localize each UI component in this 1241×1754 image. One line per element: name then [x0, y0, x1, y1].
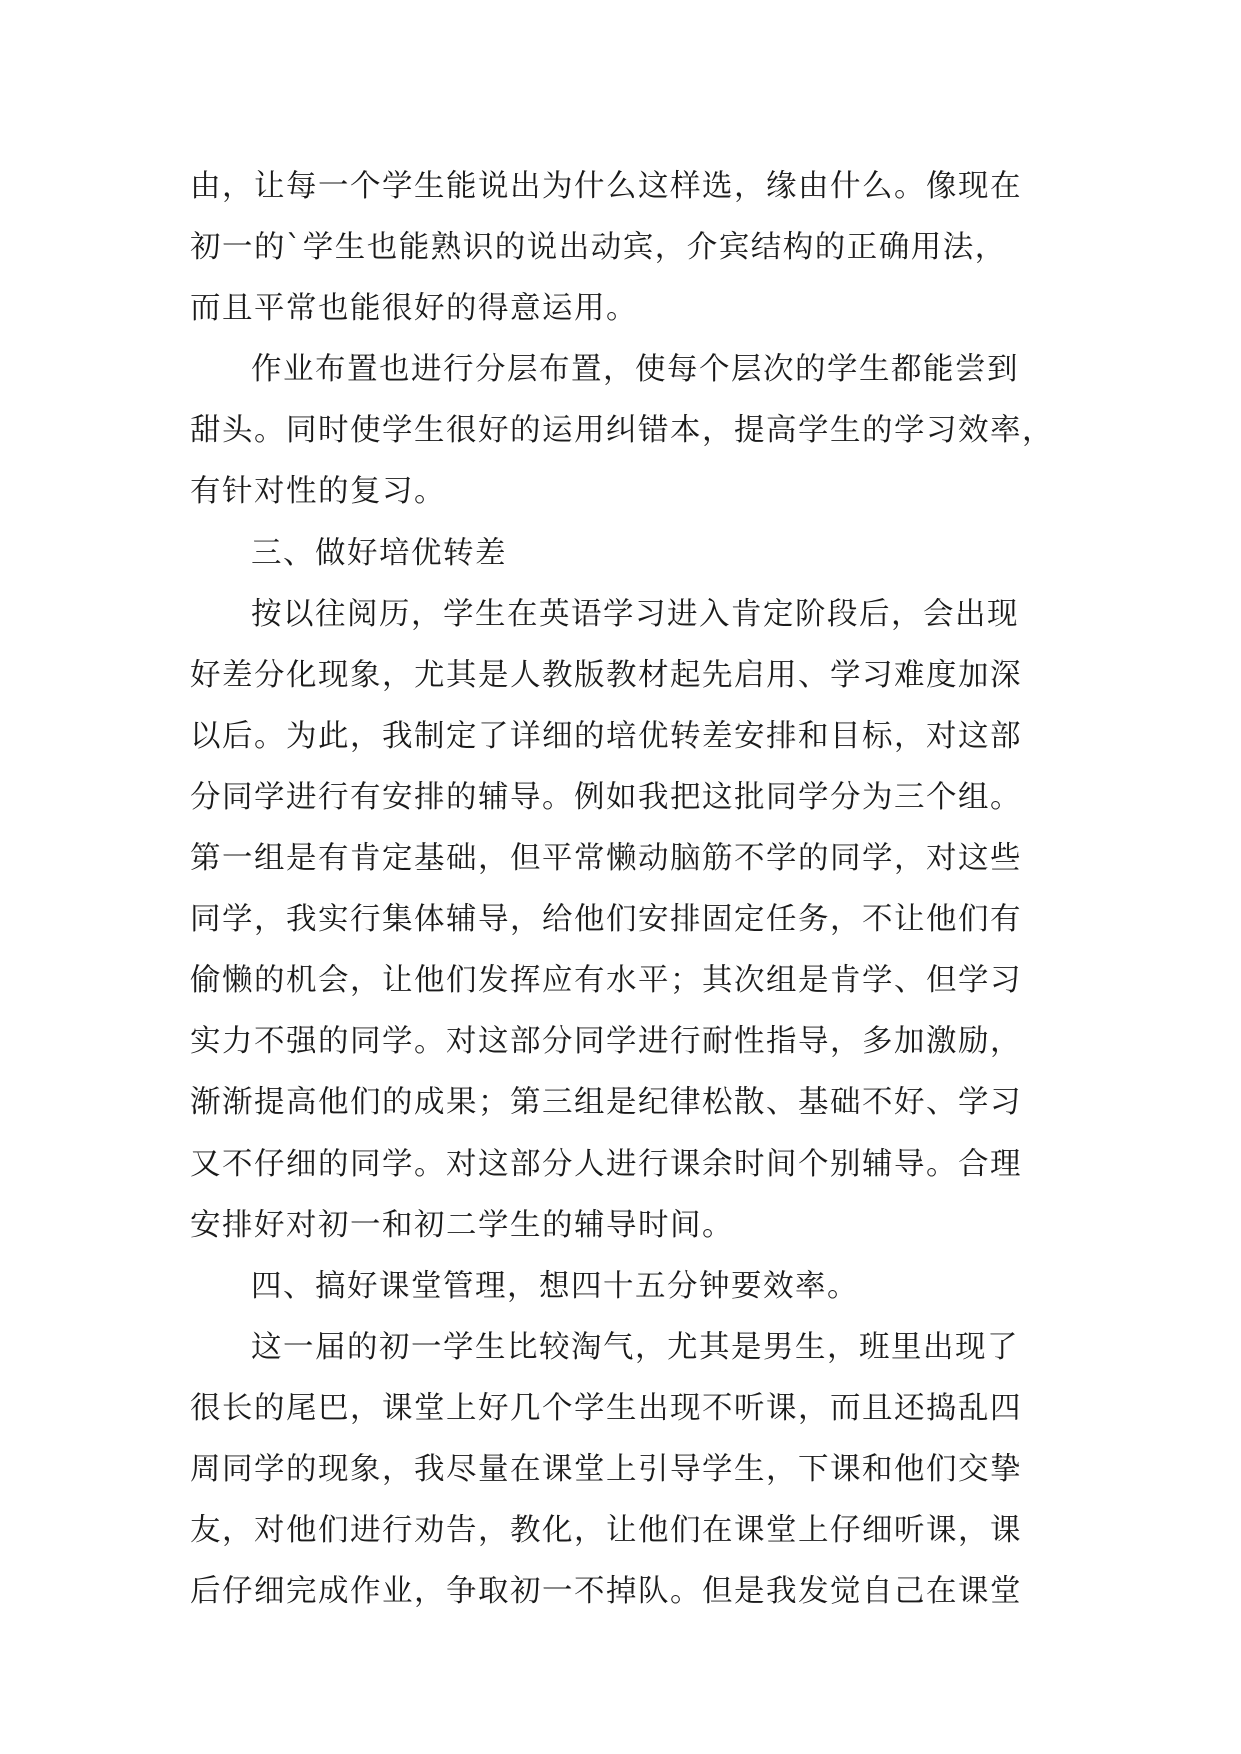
text-line: 而且平常也能很好的得意运用。	[190, 291, 638, 327]
section-heading: 四、搞好课堂管理，想四十五分钟要效率。	[251, 1268, 859, 1304]
body-text	[190, 156, 1070, 1622]
text-line: 有针对性的复习。	[190, 474, 446, 510]
text-line: 又不仔细的同学。对这部分人进行课余时间个别辅导。合理	[190, 1146, 1022, 1182]
text-line: 实力不强的同学。对这部分同学进行耐性指导，多加激励，	[190, 1024, 1022, 1060]
paragraph-first-line: 按以往阅历，学生在英语学习进入肯定阶段后，会出现	[251, 596, 1019, 632]
paragraph-first-line: 作业布置也进行分层布置，使每个层次的学生都能尝到	[251, 352, 1019, 388]
text-line: 很长的尾巴，课堂上好几个学生出现不听课，而且还捣乱四	[190, 1390, 1022, 1426]
text-line: 偷懒的机会，让他们发挥应有水平；其次组是肯学、但学习	[190, 963, 1022, 999]
text-line: 甜头。同时使学生很好的运用纠错本，提高学生的学习效率，	[190, 413, 1054, 449]
section-heading: 三、做好培优转差	[251, 535, 507, 571]
text-line: 以后。为此，我制定了详细的培优转差安排和目标，对这部	[190, 718, 1022, 754]
paragraph-first-line: 这一届的初一学生比较淘气，尤其是男生，班里出现了	[251, 1329, 1019, 1365]
text-line: 同学，我实行集体辅导，给他们安排固定任务，不让他们有	[190, 902, 1022, 938]
text-line: 由，让每一个学生能说出为什么这样选，缘由什么。像现在	[190, 169, 1022, 204]
text-line: 安排好对初一和初二学生的辅导时间。	[190, 1207, 734, 1243]
text-line: 友，对他们进行劝告，教化，让他们在课堂上仔细听课，课	[190, 1513, 1022, 1549]
text-line: 后仔细完成作业，争取初一不掉队。但是我发觉自己在课堂	[190, 1574, 1022, 1610]
text-line: 好差分化现象，尤其是人教版教材起先启用、学习难度加深	[190, 657, 1022, 693]
text-line: 第一组是有肯定基础，但平常懒动脑筋不学的同学，对这些	[190, 841, 1022, 877]
text-line: 渐渐提高他们的成果；第三组是纪律松散、基础不好、学习	[190, 1085, 1022, 1121]
text-line: 分同学进行有安排的辅导。例如我把这批同学分为三个组。	[190, 779, 1022, 815]
text-line: 周同学的现象，我尽量在课堂上引导学生，下课和他们交挚	[190, 1451, 1022, 1487]
text-line: 初一的`学生也能熟识的说出动宾，介宾结构的正确用法，	[190, 230, 1007, 266]
